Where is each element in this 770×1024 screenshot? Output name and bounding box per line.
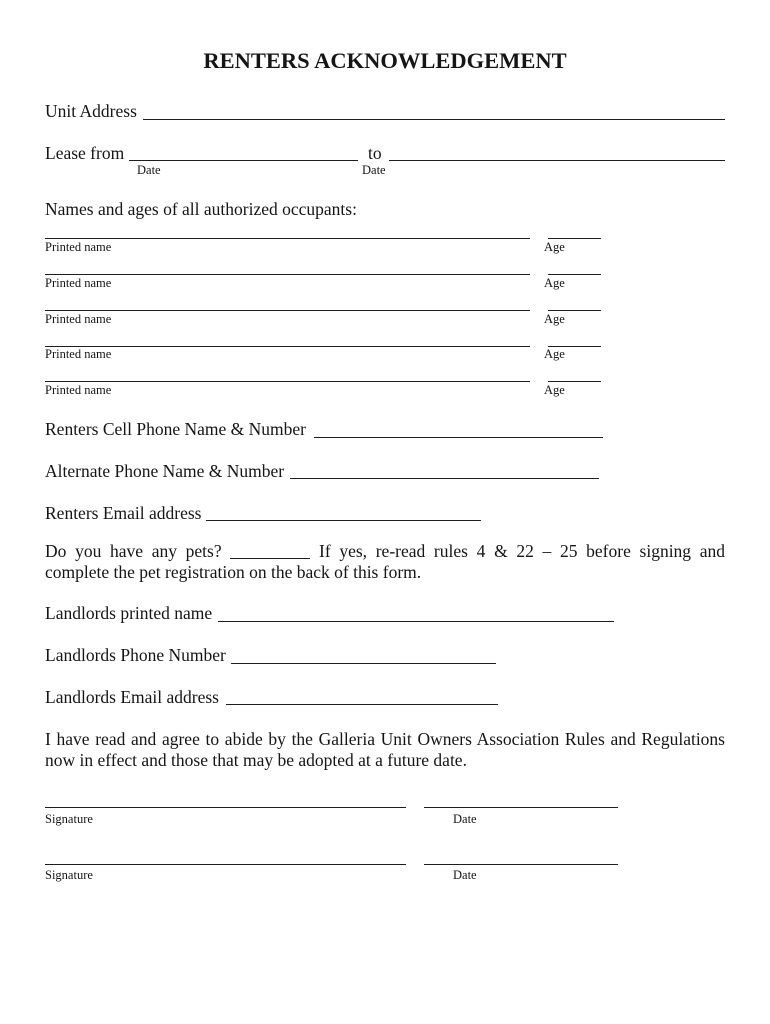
occupant-name-caption: Printed name: [45, 276, 112, 290]
landlord-phone-field[interactable]: [231, 663, 496, 664]
occupant-age-caption: Age: [544, 383, 565, 397]
signature-field[interactable]: [45, 807, 406, 808]
renter-email-field[interactable]: [206, 520, 481, 521]
pets-answer-field[interactable]: [230, 558, 310, 559]
pets-question: Do you have any pets?: [45, 541, 222, 561]
occupant-name-field[interactable]: [45, 274, 530, 275]
occupant-row: [0, 238, 770, 258]
occupant-age-field[interactable]: [548, 310, 601, 311]
lease-from-label: Lease from: [45, 143, 125, 163]
occupant-name-caption: Printed name: [45, 240, 112, 254]
occupant-name-field[interactable]: [45, 346, 530, 347]
signature-row: [0, 864, 770, 884]
lease-start-date-field[interactable]: [129, 160, 358, 161]
landlord-email-field[interactable]: [226, 704, 498, 705]
occupant-name-field[interactable]: [45, 381, 530, 382]
signature-caption: Signature: [45, 868, 93, 882]
agreement-statement: I have read and agree to abide by the Galleria Unit Owners Association Rules and Regulations now in effect and those that may be adopted at a future date.: [45, 729, 725, 770]
signature-date-caption: Date: [453, 868, 477, 882]
lease-to-label: to: [368, 143, 382, 163]
occupant-name-caption: Printed name: [45, 383, 112, 397]
occupant-row: [0, 310, 770, 330]
alternate-phone-field[interactable]: [290, 478, 599, 479]
occupant-name-caption: Printed name: [45, 347, 112, 361]
occupant-age-field[interactable]: [548, 381, 601, 382]
signature-field[interactable]: [45, 864, 406, 865]
unit-address-field[interactable]: [143, 119, 725, 120]
occupant-row: [0, 274, 770, 294]
occupant-age-field[interactable]: [548, 238, 601, 239]
signature-caption: Signature: [45, 812, 93, 826]
occupant-age-caption: Age: [544, 312, 565, 326]
signature-date-field[interactable]: [424, 807, 618, 808]
unit-address-label: Unit Address: [45, 101, 137, 121]
occupant-age-caption: Age: [544, 276, 565, 290]
signature-date-caption: Date: [453, 812, 477, 826]
pets-instruction-line-2: complete the pet registration on the back of this form.: [45, 562, 422, 582]
landlord-printed-name-label: Landlords printed name: [45, 603, 213, 623]
renter-cell-phone-field[interactable]: [314, 437, 603, 438]
landlord-email-label: Landlords Email address: [45, 687, 219, 707]
occupant-name-caption: Printed name: [45, 312, 112, 326]
occupant-age-caption: Age: [544, 240, 565, 254]
landlord-printed-name-field[interactable]: [218, 621, 614, 622]
occupant-name-field[interactable]: [45, 310, 530, 311]
alternate-phone-label: Alternate Phone Name & Number: [45, 461, 285, 481]
lease-end-date-caption: Date: [362, 163, 386, 177]
renter-email-label: Renters Email address: [45, 503, 202, 523]
occupant-name-field[interactable]: [45, 238, 530, 239]
landlord-phone-label: Landlords Phone Number: [45, 645, 226, 665]
pets-paragraph-line-1: [45, 541, 725, 562]
renter-cell-phone-label: Renters Cell Phone Name & Number: [45, 419, 306, 439]
lease-start-date-caption: Date: [137, 163, 161, 177]
occupant-age-field[interactable]: [548, 274, 601, 275]
occupants-heading: Names and ages of all authorized occupants:: [45, 199, 357, 219]
lease-end-date-field[interactable]: [389, 160, 725, 161]
signature-row: [0, 807, 770, 827]
occupant-row: [0, 346, 770, 366]
form-title: RENTERS ACKNOWLEDGEMENT: [203, 48, 567, 73]
signature-date-field[interactable]: [424, 864, 618, 865]
occupant-age-caption: Age: [544, 347, 565, 361]
pets-instruction-line-1: If yes, re-read rules 4 & 22 – 25 before signing and: [319, 541, 726, 561]
occupant-row: [0, 381, 770, 401]
